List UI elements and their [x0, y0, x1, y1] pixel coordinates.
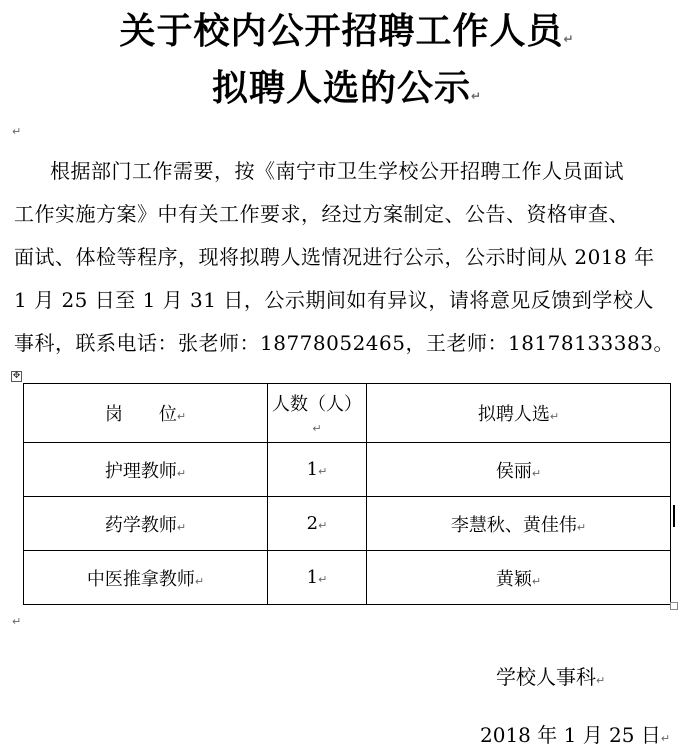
- cell-position: 中医推拿教师↵: [24, 551, 268, 605]
- cell-candidates: 侯丽↵: [367, 443, 671, 497]
- header-position: 岗 位↵: [24, 384, 268, 443]
- signature-department: 学校人事科↵: [496, 665, 606, 689]
- title-line-2: 拟聘人选的公示↵: [211, 68, 483, 109]
- body-line: 工作实施方案》中有关工作要求，经过方案制定、公告、资格审查、: [14, 202, 629, 226]
- paragraph-mark-icon: ↵: [12, 125, 22, 138]
- header-count: 人数（人）↵: [268, 384, 367, 443]
- title-line-1: 关于校内公开招聘工作人员↵: [119, 11, 575, 52]
- hire-table: [23, 383, 671, 605]
- cell-position: 护理教师↵: [24, 443, 268, 497]
- paragraph-mark-icon: ↵: [12, 615, 22, 628]
- table-resize-handle[interactable]: [670, 602, 678, 610]
- table-row: [24, 551, 671, 605]
- body-line: 1 月 25 日至 1 月 31 日，公示期间如有异议，请将意见反馈到学校人: [14, 288, 654, 312]
- cell-count: 2↵: [268, 497, 367, 551]
- cell-count: 1↵: [268, 551, 367, 605]
- table-header-row: [24, 384, 671, 443]
- body-line: 面试、体检等程序，现将拟聘人选情况进行公示，公示时间从 2018 年: [14, 245, 655, 269]
- cell-count: 1↵: [268, 443, 367, 497]
- body-line: 事科，联系电话：张老师：18778052465，王老师：18178133383。: [14, 331, 674, 355]
- table-move-handle-icon[interactable]: ✥: [12, 371, 21, 381]
- cell-candidates: 李慧秋、黄佳伟↵: [367, 497, 671, 551]
- text-cursor: [673, 505, 675, 527]
- cell-candidates: 黄颖↵: [367, 551, 671, 605]
- cell-position: 药学教师↵: [24, 497, 268, 551]
- table-row: [24, 497, 671, 551]
- header-candidates: 拟聘人选↵: [367, 384, 671, 443]
- table-row: [24, 443, 671, 497]
- body-paragraph: [14, 150, 674, 365]
- body-line: 根据部门工作需要，按《南宁市卫生学校公开招聘工作人员面试: [50, 159, 624, 183]
- signature-date: 2018 年 1 月 25 日↵: [480, 723, 671, 747]
